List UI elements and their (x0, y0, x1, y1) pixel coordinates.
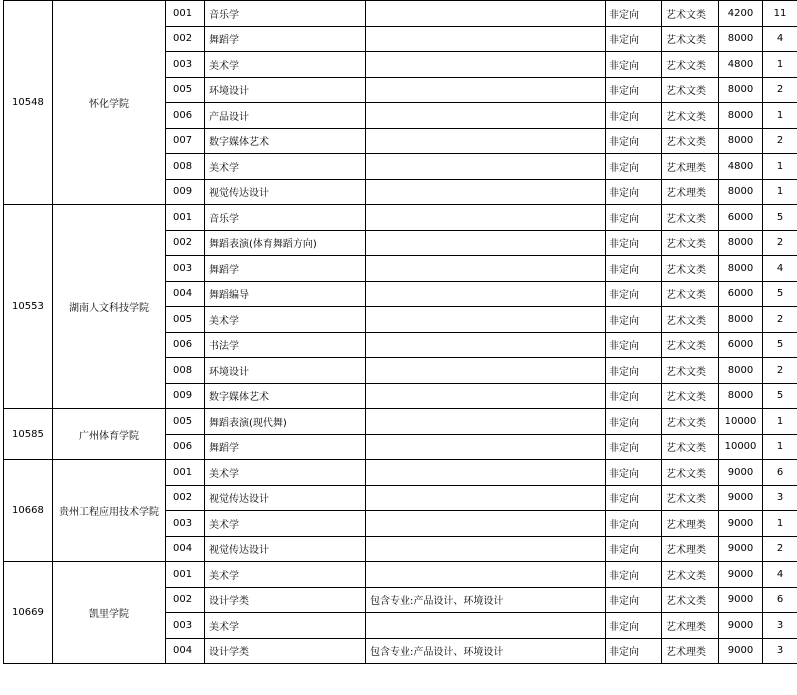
major-name: 美术学 (205, 460, 366, 486)
major-category: 艺术理类 (662, 154, 719, 180)
major-name: 美术学 (205, 613, 366, 639)
major-name: 美术学 (205, 511, 366, 537)
program-code: 009 (166, 179, 205, 205)
major-name: 数字媒体艺术 (205, 383, 366, 409)
major-name: 视觉传达设计 (205, 179, 366, 205)
enrollment-type: 非定向 (606, 179, 662, 205)
major-note (366, 434, 606, 460)
major-name: 美术学 (205, 562, 366, 588)
program-code: 006 (166, 434, 205, 460)
tuition-fee: 8000 (719, 103, 763, 129)
enrollment-count: 1 (763, 103, 797, 129)
major-note (366, 103, 606, 129)
enrollment-count: 6 (763, 587, 797, 613)
program-code: 005 (166, 77, 205, 103)
major-name: 美术学 (205, 52, 366, 78)
enrollment-type: 非定向 (606, 230, 662, 256)
enrollment-type: 非定向 (606, 332, 662, 358)
major-category: 艺术文类 (662, 409, 719, 435)
major-category: 艺术理类 (662, 613, 719, 639)
school-code: 10548 (4, 1, 53, 205)
enrollment-count: 1 (763, 179, 797, 205)
enrollment-count: 2 (763, 230, 797, 256)
enrollment-count: 3 (763, 638, 797, 664)
enrollment-count: 1 (763, 154, 797, 180)
major-category: 艺术文类 (662, 460, 719, 486)
enrollment-count: 2 (763, 128, 797, 154)
major-note (366, 230, 606, 256)
enrollment-count: 3 (763, 613, 797, 639)
major-name: 舞蹈表演(现代舞) (205, 409, 366, 435)
school-code: 10668 (4, 460, 53, 562)
tuition-fee: 9000 (719, 638, 763, 664)
major-name: 数字媒体艺术 (205, 128, 366, 154)
tuition-fee: 8000 (719, 128, 763, 154)
enrollment-type: 非定向 (606, 358, 662, 384)
tuition-fee: 8000 (719, 77, 763, 103)
enrollment-count: 5 (763, 332, 797, 358)
major-category: 艺术文类 (662, 52, 719, 78)
major-category: 艺术理类 (662, 511, 719, 537)
program-code: 005 (166, 409, 205, 435)
enrollment-count: 4 (763, 26, 797, 52)
school-name: 怀化学院 (53, 1, 166, 205)
enrollment-count: 5 (763, 205, 797, 231)
program-code: 001 (166, 1, 205, 27)
major-name: 舞蹈编导 (205, 281, 366, 307)
major-category: 艺术文类 (662, 128, 719, 154)
enrollment-type: 非定向 (606, 307, 662, 333)
major-category: 艺术文类 (662, 1, 719, 27)
major-note (366, 128, 606, 154)
major-category: 艺术文类 (662, 434, 719, 460)
program-code: 006 (166, 332, 205, 358)
enrollment-count: 6 (763, 460, 797, 486)
tuition-fee: 9000 (719, 511, 763, 537)
program-code: 003 (166, 613, 205, 639)
major-category: 艺术文类 (662, 26, 719, 52)
major-note (366, 613, 606, 639)
table-row (4, 205, 797, 231)
major-name: 视觉传达设计 (205, 536, 366, 562)
enrollment-type: 非定向 (606, 256, 662, 282)
admission-plan-table (3, 0, 797, 664)
tuition-fee: 4800 (719, 52, 763, 78)
tuition-fee: 10000 (719, 409, 763, 435)
tuition-fee: 4800 (719, 154, 763, 180)
enrollment-type: 非定向 (606, 1, 662, 27)
program-code: 004 (166, 536, 205, 562)
program-code: 007 (166, 128, 205, 154)
major-note (366, 562, 606, 588)
major-name: 美术学 (205, 154, 366, 180)
enrollment-count: 1 (763, 409, 797, 435)
major-note: 包含专业:产品设计、环境设计 (366, 638, 606, 664)
major-note (366, 52, 606, 78)
tuition-fee: 9000 (719, 485, 763, 511)
program-code: 005 (166, 307, 205, 333)
major-name: 设计学类 (205, 638, 366, 664)
tuition-fee: 8000 (719, 256, 763, 282)
major-name: 舞蹈学 (205, 256, 366, 282)
school-code: 10553 (4, 205, 53, 409)
major-name: 环境设计 (205, 77, 366, 103)
enrollment-type: 非定向 (606, 434, 662, 460)
table-row (4, 409, 797, 435)
major-category: 艺术文类 (662, 383, 719, 409)
school-code: 10585 (4, 409, 53, 460)
major-category: 艺术文类 (662, 205, 719, 231)
major-name: 书法学 (205, 332, 366, 358)
enrollment-type: 非定向 (606, 613, 662, 639)
enrollment-type: 非定向 (606, 409, 662, 435)
major-category: 艺术文类 (662, 562, 719, 588)
enrollment-type: 非定向 (606, 511, 662, 537)
major-note (366, 511, 606, 537)
major-category: 艺术理类 (662, 536, 719, 562)
program-code: 002 (166, 587, 205, 613)
major-name: 环境设计 (205, 358, 366, 384)
major-note (366, 281, 606, 307)
tuition-fee: 8000 (719, 383, 763, 409)
enrollment-type: 非定向 (606, 26, 662, 52)
enrollment-type: 非定向 (606, 485, 662, 511)
major-note (366, 179, 606, 205)
enrollment-count: 5 (763, 281, 797, 307)
enrollment-count: 3 (763, 485, 797, 511)
program-code: 002 (166, 485, 205, 511)
major-category: 艺术理类 (662, 179, 719, 205)
major-category: 艺术文类 (662, 358, 719, 384)
enrollment-count: 2 (763, 307, 797, 333)
enrollment-type: 非定向 (606, 460, 662, 486)
major-category: 艺术文类 (662, 332, 719, 358)
major-note: 包含专业:产品设计、环境设计 (366, 587, 606, 613)
tuition-fee: 8000 (719, 179, 763, 205)
major-category: 艺术文类 (662, 256, 719, 282)
program-code: 002 (166, 230, 205, 256)
major-name: 音乐学 (205, 205, 366, 231)
school-name: 广州体育学院 (53, 409, 166, 460)
tuition-fee: 10000 (719, 434, 763, 460)
enrollment-type: 非定向 (606, 638, 662, 664)
tuition-fee: 6000 (719, 205, 763, 231)
major-note (366, 307, 606, 333)
enrollment-count: 1 (763, 434, 797, 460)
major-category: 艺术文类 (662, 587, 719, 613)
enrollment-type: 非定向 (606, 587, 662, 613)
enrollment-count: 4 (763, 562, 797, 588)
program-code: 001 (166, 205, 205, 231)
enrollment-type: 非定向 (606, 205, 662, 231)
enrollment-type: 非定向 (606, 536, 662, 562)
major-note (366, 383, 606, 409)
school-name: 凯里学院 (53, 562, 166, 664)
major-category: 艺术文类 (662, 307, 719, 333)
major-name: 设计学类 (205, 587, 366, 613)
tuition-fee: 9000 (719, 460, 763, 486)
program-code: 003 (166, 511, 205, 537)
enrollment-count: 1 (763, 52, 797, 78)
program-code: 006 (166, 103, 205, 129)
school-code: 10669 (4, 562, 53, 664)
major-category: 艺术文类 (662, 281, 719, 307)
enrollment-type: 非定向 (606, 383, 662, 409)
tuition-fee: 9000 (719, 587, 763, 613)
major-name: 舞蹈学 (205, 434, 366, 460)
major-category: 艺术文类 (662, 103, 719, 129)
tuition-fee: 4200 (719, 1, 763, 27)
major-note (366, 26, 606, 52)
enrollment-type: 非定向 (606, 281, 662, 307)
enrollment-count: 2 (763, 358, 797, 384)
program-code: 008 (166, 154, 205, 180)
tuition-fee: 9000 (719, 562, 763, 588)
tuition-fee: 6000 (719, 281, 763, 307)
enrollment-type: 非定向 (606, 77, 662, 103)
major-note (366, 256, 606, 282)
major-note (366, 332, 606, 358)
tuition-fee: 8000 (719, 26, 763, 52)
major-note (366, 77, 606, 103)
major-name: 美术学 (205, 307, 366, 333)
enrollment-type: 非定向 (606, 154, 662, 180)
enrollment-count: 4 (763, 256, 797, 282)
program-code: 008 (166, 358, 205, 384)
major-name: 视觉传达设计 (205, 485, 366, 511)
tuition-fee: 9000 (719, 613, 763, 639)
tuition-fee: 8000 (719, 358, 763, 384)
enrollment-type: 非定向 (606, 103, 662, 129)
major-note (366, 1, 606, 27)
program-code: 001 (166, 562, 205, 588)
tuition-fee: 6000 (719, 332, 763, 358)
school-name: 贵州工程应用技术学院 (53, 460, 166, 562)
enrollment-count: 5 (763, 383, 797, 409)
table-row (4, 1, 797, 27)
enrollment-count: 2 (763, 536, 797, 562)
table-body (4, 1, 797, 664)
program-code: 009 (166, 383, 205, 409)
program-code: 003 (166, 256, 205, 282)
tuition-fee: 8000 (719, 230, 763, 256)
program-code: 004 (166, 281, 205, 307)
program-code: 003 (166, 52, 205, 78)
enrollment-type: 非定向 (606, 562, 662, 588)
program-code: 004 (166, 638, 205, 664)
major-note (366, 536, 606, 562)
major-name: 舞蹈表演(体育舞蹈方向) (205, 230, 366, 256)
enrollment-count: 2 (763, 77, 797, 103)
table-row (4, 562, 797, 588)
major-category: 艺术理类 (662, 638, 719, 664)
program-code: 001 (166, 460, 205, 486)
major-name: 产品设计 (205, 103, 366, 129)
enrollment-count: 1 (763, 511, 797, 537)
enrollment-type: 非定向 (606, 52, 662, 78)
school-name: 湖南人文科技学院 (53, 205, 166, 409)
major-category: 艺术文类 (662, 230, 719, 256)
major-name: 音乐学 (205, 1, 366, 27)
enrollment-type: 非定向 (606, 128, 662, 154)
program-code: 002 (166, 26, 205, 52)
major-note (366, 154, 606, 180)
tuition-fee: 8000 (719, 307, 763, 333)
major-note (366, 409, 606, 435)
major-note (366, 485, 606, 511)
major-category: 艺术文类 (662, 485, 719, 511)
major-name: 舞蹈学 (205, 26, 366, 52)
major-note (366, 460, 606, 486)
major-category: 艺术文类 (662, 77, 719, 103)
enrollment-count: 11 (763, 1, 797, 27)
tuition-fee: 9000 (719, 536, 763, 562)
major-note (366, 358, 606, 384)
major-note (366, 205, 606, 231)
table-row (4, 460, 797, 486)
